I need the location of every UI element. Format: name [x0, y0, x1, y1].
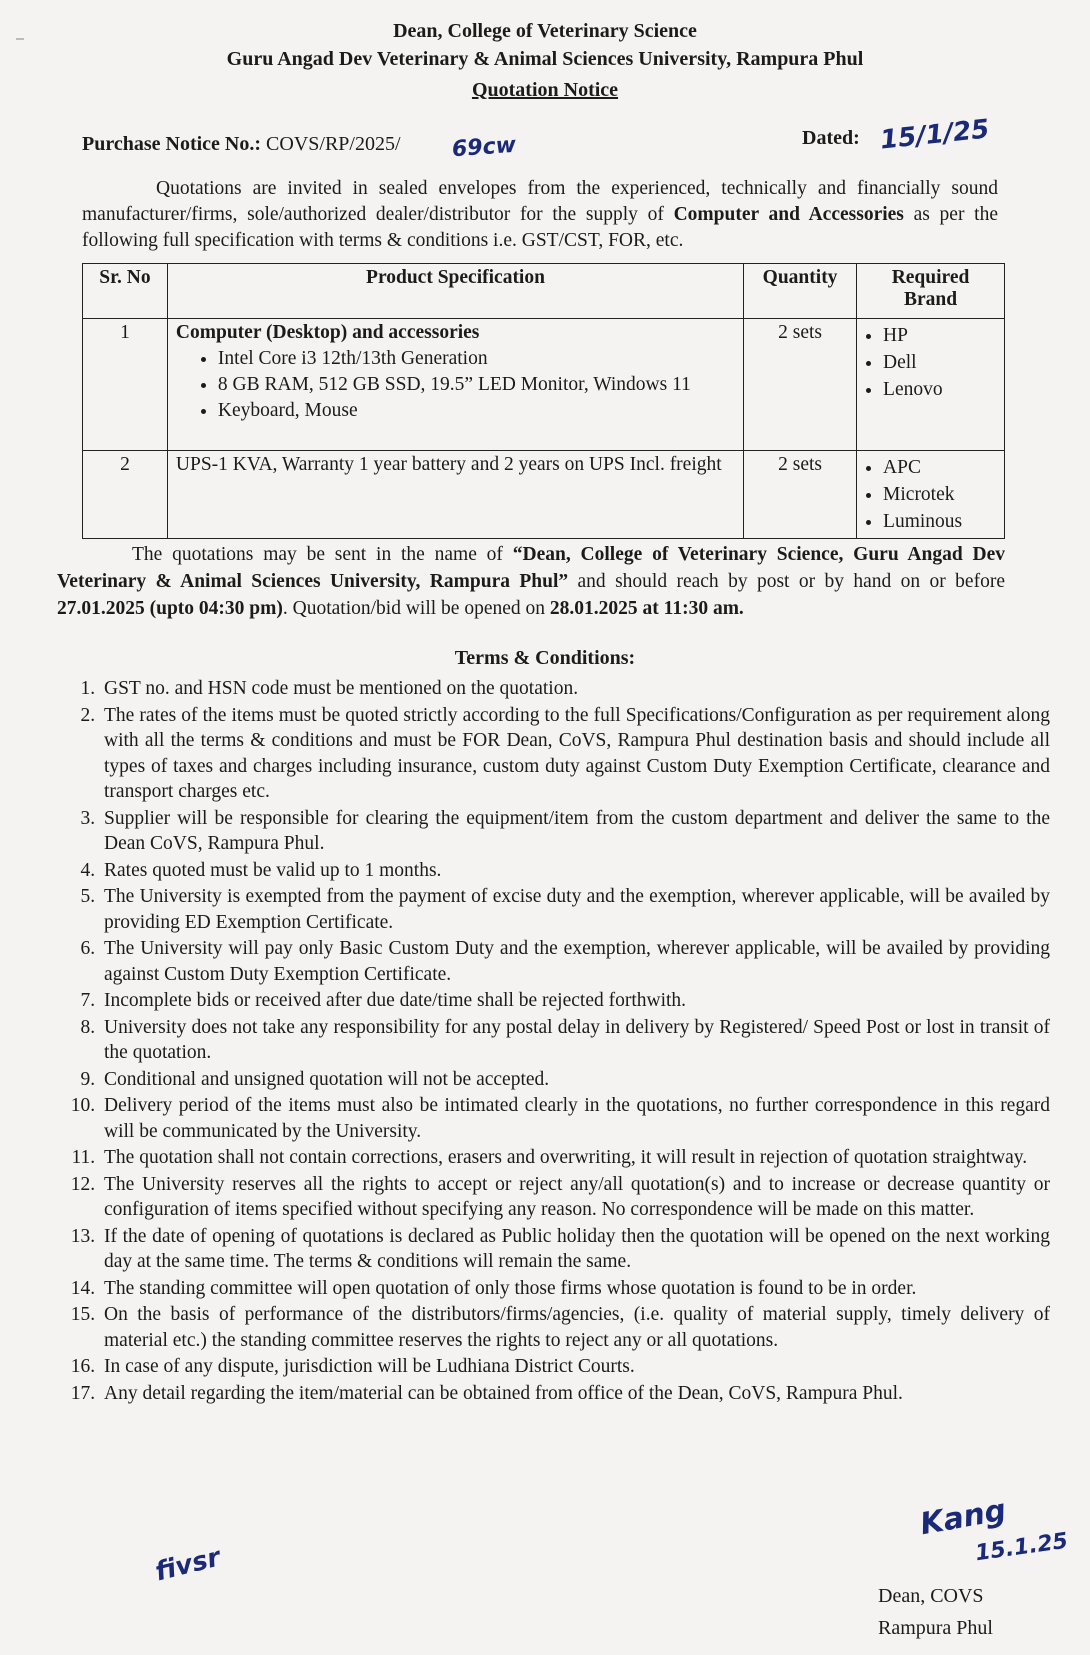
col-header-quantity: Quantity	[744, 264, 857, 319]
term-item: 14. The standing committee will open quotation of only those firms whose quotation is found to be in order.	[100, 1276, 1050, 1302]
term-item: 9. Conditional and unsigned quotation will not be accepted.	[100, 1067, 1050, 1093]
brand-item: • Lenovo	[883, 376, 996, 403]
signoff-title: Dean, COVS	[878, 1585, 984, 1607]
product-spec-cell	[167, 319, 743, 451]
signoff-block	[878, 1580, 993, 1644]
term-item: 13. If the date of opening of quotations is declared as Public holiday then the quotation will be opened on the next working day at the same time. The terms & conditions will remain the same.	[100, 1224, 1050, 1275]
term-item: 12. The University reserves all the rights to accept or reject any/all quotation(s) and to increase or decrease quantity or configuration of items specified without specifying any reason. No correspondence will be made on this matter.	[100, 1172, 1050, 1223]
brand-cell	[857, 319, 1005, 451]
header-university: Guru Angad Dev Veterinary & Animal Sciences University, Rampura Phul	[226, 48, 864, 70]
purchase-notice-label: Purchase Notice No.:	[82, 133, 262, 155]
terms-heading: Terms & Conditions:	[454, 647, 636, 669]
submission-text-1: The quotations may be sent in the name of	[132, 544, 513, 565]
spec-item: • Intel Core i3 12th/13th Generation	[218, 346, 735, 371]
term-item: 11. The quotation shall not contain corrections, erasers and overwriting, it will result in rejection of quotation straightway.	[100, 1145, 1050, 1171]
table-row	[83, 451, 1005, 539]
intro-bold: Computer and Accessories	[673, 204, 904, 225]
header-dean: Dean, College of Veterinary Science	[393, 20, 697, 42]
opening-date: 28.01.2025 at 11:30 am.	[549, 598, 744, 619]
brand-cell	[857, 451, 1005, 539]
submission-paragraph	[57, 541, 1005, 622]
col-header-required-brand: Required Brand	[857, 264, 1005, 319]
spec-item: • Keyboard, Mouse	[218, 398, 735, 423]
header-quotation-notice: Quotation Notice	[471, 79, 619, 101]
purchase-notice-number	[82, 133, 401, 156]
quantity-cell: 2 sets	[744, 451, 857, 539]
col-header-product-specification: Product Specification	[167, 264, 743, 319]
signature-date: 15.1.25	[973, 1528, 1070, 1567]
dated-label: Dated:	[802, 127, 860, 149]
brand-list	[865, 322, 996, 403]
brand-item: • Dell	[883, 349, 996, 376]
term-item: 6. The University will pay only Basic Custom Duty and the exemption, wherever applicable, will be availed by providing against Custom Duty Exemption Certificate.	[100, 936, 1050, 987]
intro-text-2: as per the following full specification with terms & conditions i.e. GST/CST, FOR, etc.	[82, 204, 998, 251]
terms-list	[60, 676, 1050, 1407]
product-title: Computer (Desktop) and accessories	[175, 322, 480, 343]
term-item: 5. The University is exempted from the payment of excise duty and the exemption, wherever applicable, will be availed by providing ED Exemption Certificate.	[100, 884, 1050, 935]
term-item: 4. Rates quoted must be valid up to 1 months.	[100, 858, 1050, 884]
quantity-cell: 2 sets	[744, 319, 857, 451]
handwritten-date: 15/1/25	[878, 114, 991, 156]
term-item: 2. The rates of the items must be quoted strictly according to the full Specifications/Configuration as per requirement along with all the terms & conditions and must be FOR Dean, CoVS, Rampura Phul destination basis and should include all types of taxes and charges including insurance, custom duty against Custom Duty Exemption Certificate, clearance and transport charges etc.	[100, 703, 1050, 805]
sr-no-cell: 2	[83, 451, 168, 539]
dean-signature: Kang	[917, 1492, 1009, 1543]
term-item: 17. Any detail regarding the item/material can be obtained from office of the Dean, CoVS, Rampura Phul.	[100, 1381, 1050, 1407]
product-spec-cell: UPS-1 KVA, Warranty 1 year battery and 2 years on UPS Incl. freight	[167, 451, 743, 539]
submission-addressee: “Dean, College of Veterinary Science, Guru Angad Dev Veterinary & Animal Sciences University, Rampura Phul”	[57, 544, 1005, 592]
term-item: 7. Incomplete bids or received after due date/time shall be rejected forthwith.	[100, 988, 1050, 1014]
term-item: 15. On the basis of performance of the distributors/firms/agencies, (i.e. quality of material supply, timely delivery of material etc.) the standing committee reserves the rights to reject any or all quotations.	[100, 1302, 1050, 1353]
specification-table	[82, 263, 1005, 539]
term-item: 10. Delivery period of the items must also be intimated clearly in the quotations, no further correspondence in this regard will be communicated by the University.	[100, 1093, 1050, 1144]
brand-list	[865, 454, 996, 535]
signoff-location: Rampura Phul	[878, 1617, 993, 1639]
submission-text-3: . Quotation/bid will be opened on	[282, 598, 550, 619]
handwritten-notice-number: 69cw	[451, 132, 517, 163]
purchase-notice-value: COVS/RP/2025/	[266, 133, 401, 155]
table-header-row	[83, 264, 1005, 319]
intro-text-1: Quotations are invited in sealed envelopes from the experienced, technically and financially sound manufacturer/firms, sole/authorized dealer/distributor for the supply of	[82, 178, 998, 225]
spec-item: • 8 GB RAM, 512 GB SSD, 19.5” LED Monitor, Windows 11	[218, 372, 735, 397]
submission-deadline: 27.01.2025 (upto 04:30 pm)	[57, 598, 283, 619]
col-header-sr-no: Sr. No	[83, 264, 168, 319]
spec-list	[176, 346, 735, 423]
brand-item: • Microtek	[883, 481, 996, 508]
term-item: 8. University does not take any responsibility for any postal delay in delivery by Registered/ Speed Post or lost in transit of the quotation.	[100, 1015, 1050, 1066]
term-item: 3. Supplier will be responsible for clearing the equipment/item from the custom department and deliver the same to the Dean CoVS, Rampura Phul.	[100, 806, 1050, 857]
brand-item: • Luminous	[883, 508, 996, 535]
term-item: 16. In case of any dispute, jurisdiction will be Ludhiana District Courts.	[100, 1354, 1050, 1380]
submission-text-2: and should reach by post or by hand on or before	[568, 571, 1005, 592]
intro-paragraph	[82, 176, 998, 254]
brand-item: • APC	[883, 454, 996, 481]
sr-no-cell: 1	[83, 319, 168, 451]
table-row	[83, 319, 1005, 451]
term-item: 1. GST no. and HSN code must be mentioned on the quotation.	[100, 676, 1050, 702]
left-initials-signature: fivsr	[152, 1542, 224, 1588]
brand-item: • HP	[883, 322, 996, 349]
